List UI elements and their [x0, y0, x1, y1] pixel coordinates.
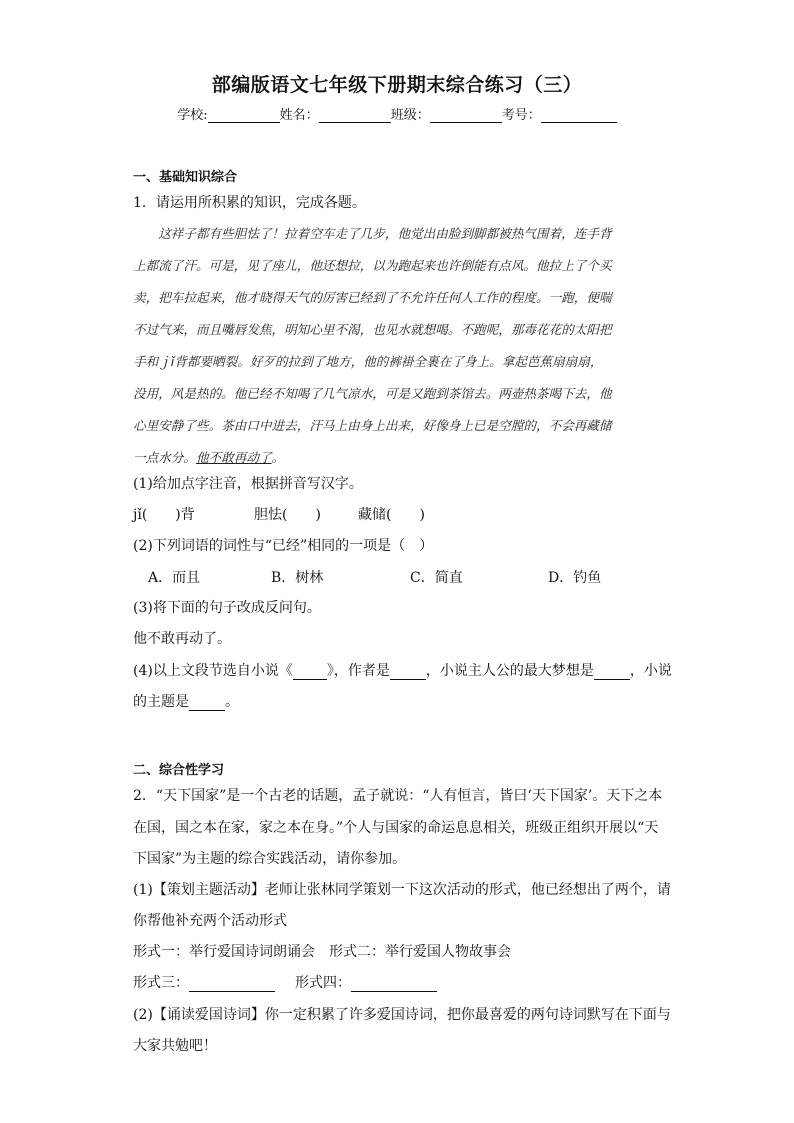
form3-label: 形式三：	[133, 975, 189, 991]
option-a[interactable]: A．而且	[148, 570, 201, 586]
passage-line: 没用，风是热的。他已经不知喝了几气凉水，可是又跑到茶馆去。两壶热茶喝下去，他	[133, 386, 612, 401]
section-heading-comprehensive: 二、综合性学习	[133, 763, 225, 778]
sub-question-2-1: (1)【策划主题活动】老师让张林同学策划一下这次活动的形式，他已经想出了两个，请	[133, 882, 671, 898]
sub4-text-b: 》，作者是	[326, 663, 390, 679]
passage-line: 上都流了汗。可是，见了座儿，他还想拉，以为跑起来也许倒能有点风。他拉上了个买	[133, 258, 612, 273]
exam-no-blank[interactable]	[541, 109, 617, 123]
class-blank[interactable]	[430, 109, 502, 123]
student-info-line	[0, 104, 794, 123]
option-c[interactable]: C．简直	[410, 570, 463, 586]
blank-theme[interactable]	[189, 696, 225, 711]
passage-line: 这祥子都有些胆怯了！拉着空车走了几步，他觉出由脸到脚都被热气围着，连手背	[158, 226, 612, 241]
sub4-text-a: (4)以上文段节选自小说《	[133, 663, 293, 679]
name-label: 姓名：	[279, 108, 319, 123]
blank-form4[interactable]	[351, 977, 437, 992]
section-heading-basic: 一、基础知识综合	[133, 170, 238, 185]
blank-author[interactable]	[390, 665, 426, 680]
sub-question-1-1: (1)给加点字注音，根据拼音写汉字。	[133, 476, 363, 492]
sub4-text-d: ，小说	[629, 663, 672, 679]
question-1-intro: 1．请运用所积累的知识，完成各题。	[133, 195, 366, 211]
sub-question-1-3: (3)将下面的句子改成反问句。	[133, 600, 321, 616]
blank-dream[interactable]	[594, 665, 630, 680]
passage-line: 卖，把车拉起来，他才晓得天气的厉害已经到了不允许任何人工作的程度。一跑，便喘	[133, 290, 612, 305]
school-label: 学校:	[177, 108, 208, 123]
sub-question-1-2: (2)下列词语的词性与“已经”相同的一项是（ ）	[133, 538, 434, 554]
exam-no-label: 考号：	[501, 108, 541, 123]
class-label: 班级：	[390, 108, 430, 123]
sub4-text-f: 。	[225, 694, 239, 710]
passage-line: 不过气来，而且嘴唇发焦，明知心里不渴，也见水就想喝。不跑呢，那毒花花的太阳把	[133, 322, 612, 337]
question-2-line: 在国，国之本在家，家之本在身。”个人与国家的命运息息相关，班级正组织开展以“天	[133, 820, 659, 836]
sub4-text-e: 的主题是	[133, 694, 189, 710]
blank-form3[interactable]	[189, 977, 275, 992]
option-b[interactable]: B．树林	[271, 570, 324, 586]
sub4-text-c: ，小说主人公的最大梦想是	[425, 663, 594, 679]
question-2-line: 2．“天下国家”是一个古老的话题，孟子就说：“人有恒言，皆曰‘天下国家’。天下之本	[133, 788, 663, 804]
name-blank[interactable]	[319, 109, 391, 123]
activity-forms: 形式一：举行爱国诗词朗诵会 形式二：举行爱国人物故事会	[133, 944, 511, 960]
sub-question-2-2: (2)【诵读爱国诗词】你一定积累了许多爱国诗词，把你最喜爱的两句诗词默写在下面与	[133, 1007, 671, 1023]
form4-label: 形式四：	[295, 975, 351, 991]
underlined-sentence: 他不敢再动了	[195, 450, 272, 465]
sub-question-1-4	[133, 660, 672, 680]
sub-question-2-1-cont: 你帮他补充两个活动形式	[133, 913, 287, 929]
passage-line	[133, 442, 663, 474]
pinyin-item-3: 藏储( )	[358, 507, 425, 523]
rewrite-sentence: 他不敢再动了。	[133, 631, 231, 647]
sub-question-2-2-cont: 大家共勉吧！	[133, 1038, 217, 1054]
activity-forms-blanks	[133, 972, 437, 992]
school-blank[interactable]	[208, 109, 280, 123]
question-2-line: 下国家”为主题的综合实践活动，请你参加。	[133, 851, 407, 867]
passage-line-text: 一点水分。	[133, 450, 196, 465]
passage-end-punct: 。	[271, 450, 285, 465]
passage-line: 心里安静了些。茶由口中进去，汗马上由身上出来，好像身上已是空膛的，不会再藏储	[133, 418, 612, 433]
reading-passage	[133, 218, 663, 474]
sub-question-1-4-cont	[133, 691, 239, 711]
option-d[interactable]: D．钓鱼	[548, 570, 602, 586]
passage-line: 手和ｊǐ背都要晒裂。好歹的拉到了地方，他的裤褂全裹在了身上。拿起芭蕉扇扇扇，	[133, 354, 603, 369]
page-title: 部编版语文七年级下册期末综合练习（三）	[211, 74, 583, 96]
pinyin-item-1: jǐ( )背	[133, 507, 195, 523]
blank-novel-title[interactable]	[293, 665, 327, 680]
pinyin-item-2: 胆怯( )	[254, 507, 321, 523]
